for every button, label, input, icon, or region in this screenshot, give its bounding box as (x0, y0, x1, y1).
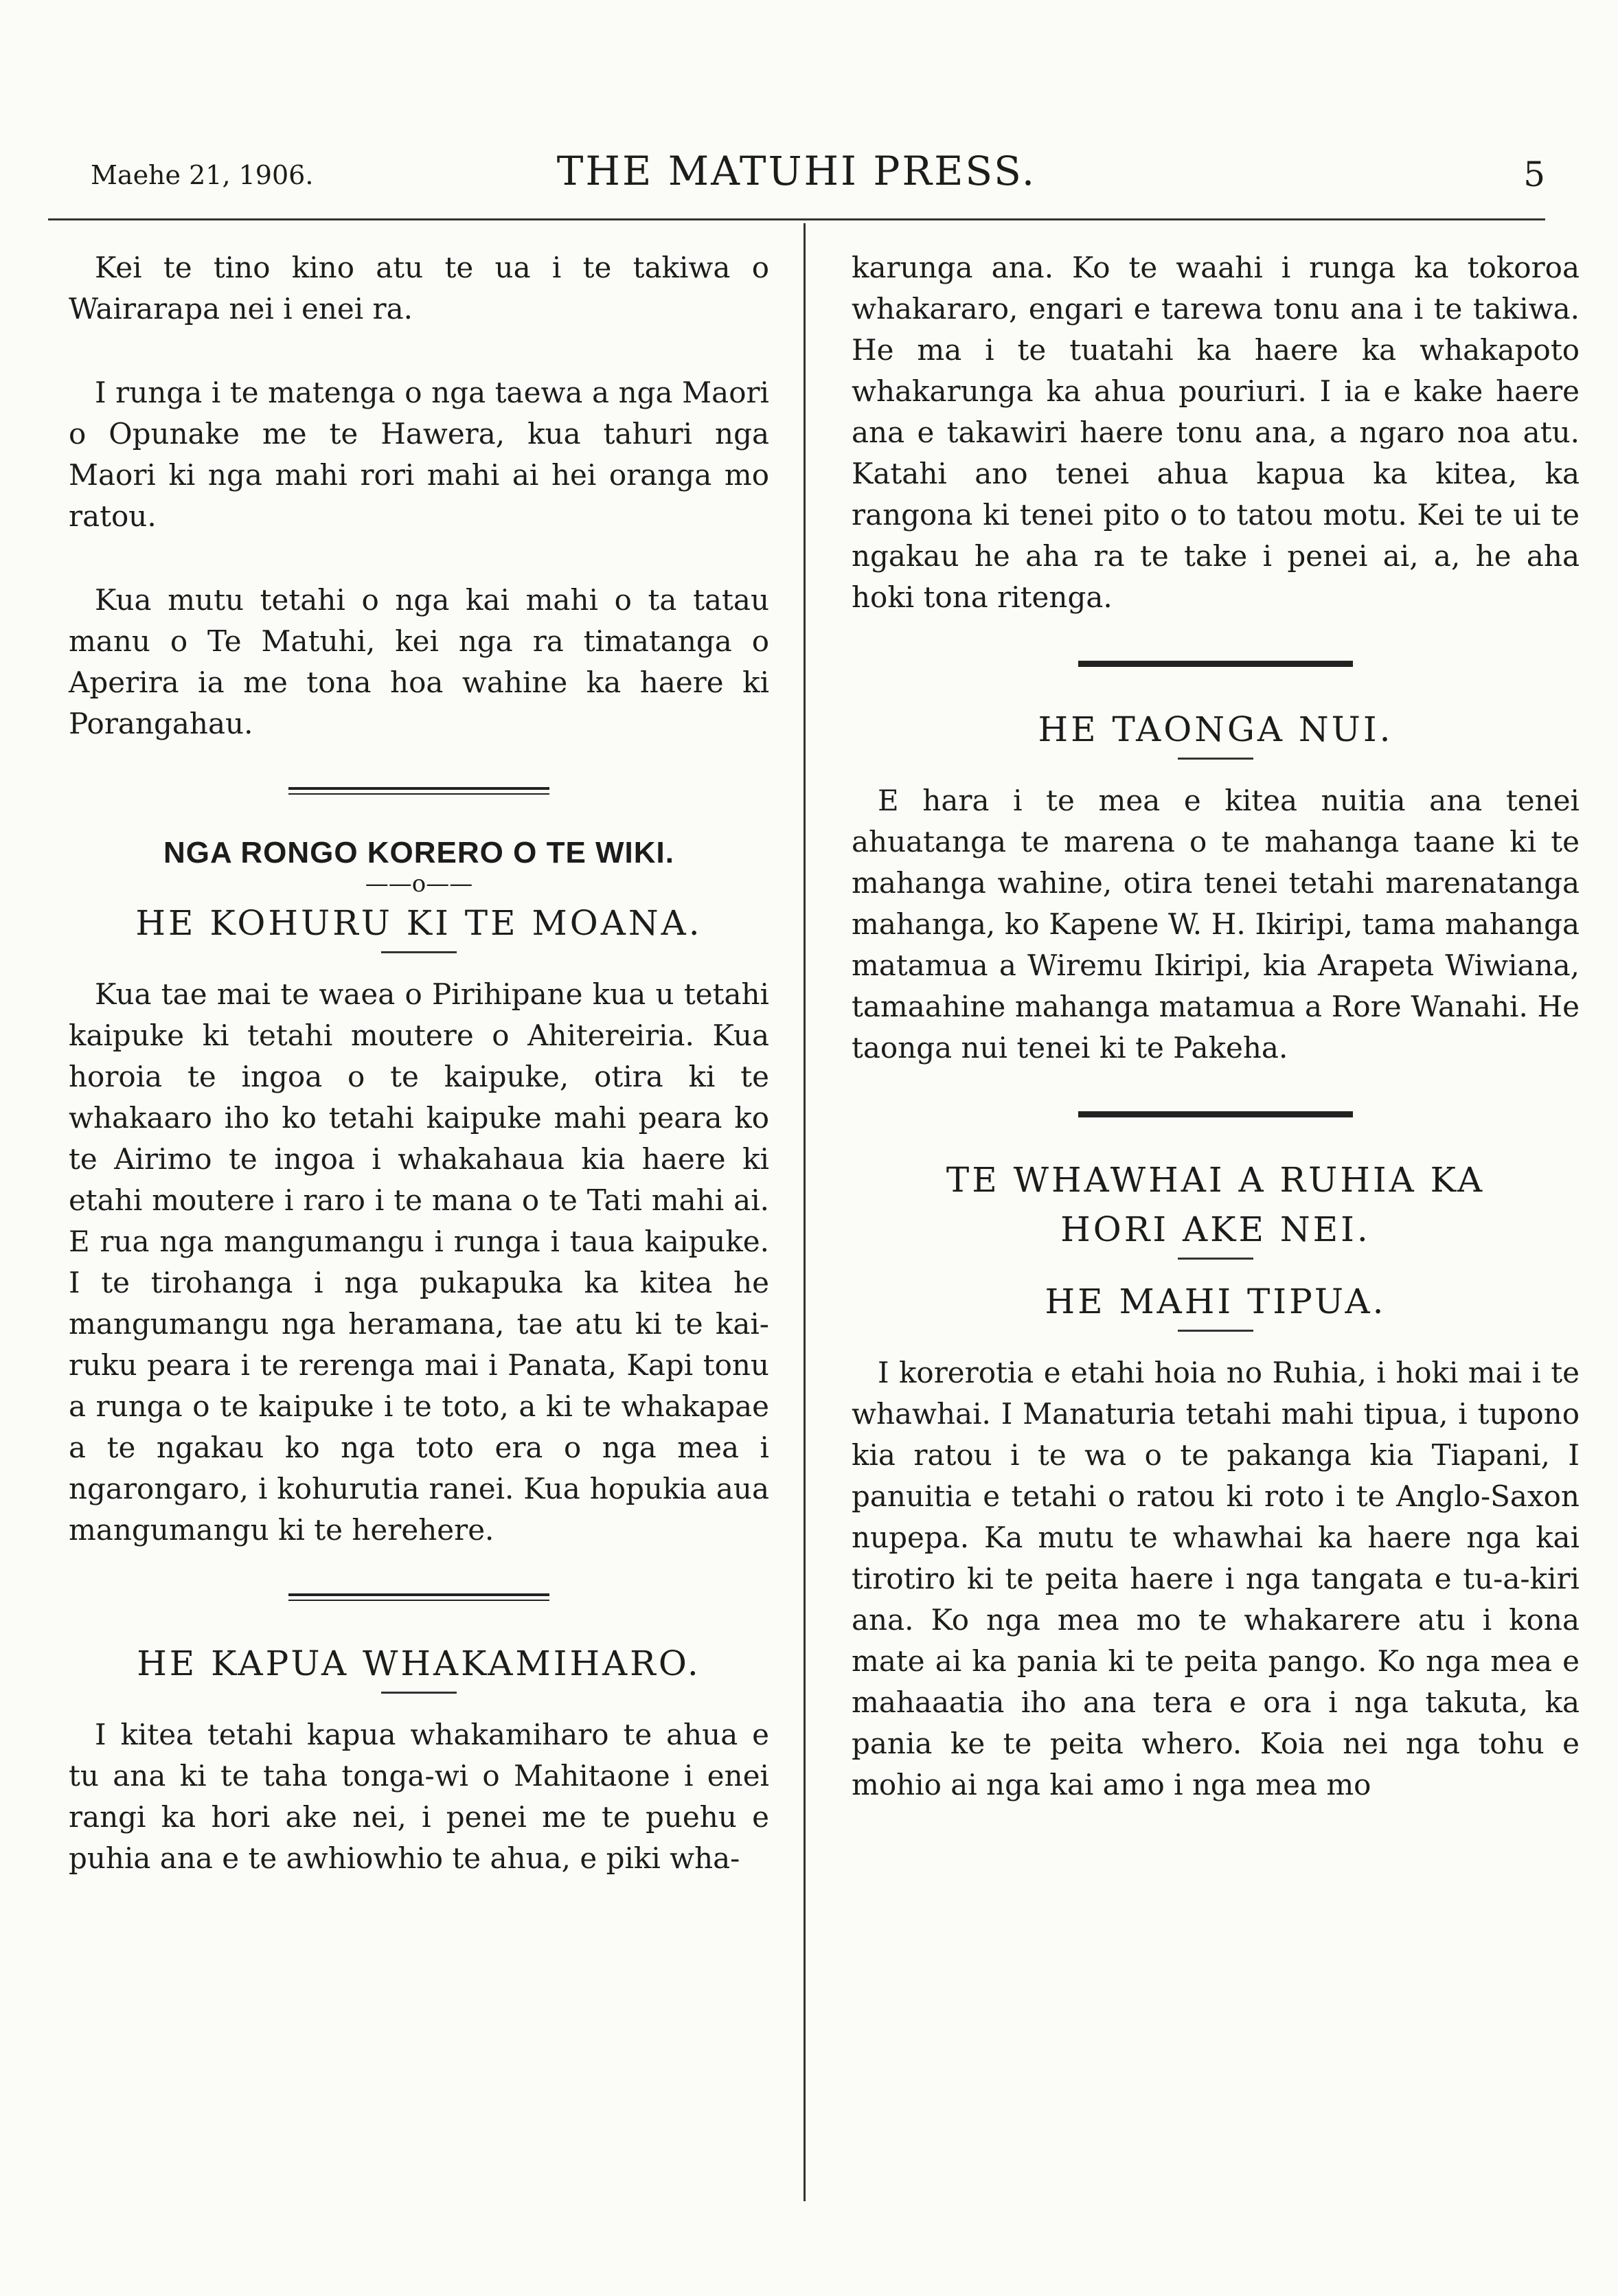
column-divider (804, 223, 806, 2201)
article-divider (1078, 661, 1353, 667)
article-title-whawhai-line2: HORI AKE NEI. (1060, 1209, 1371, 1249)
article-body-whawhai: I korerotia e etahi hoia no Ruhia, i hoki mai i te whawhai. I Manaturia tetahi mahi tipua, i tupono kia ratou i te wa o te pakanga kia Tiapani, I panuitia e tetahi o ratou ki roto i te Anglo-Saxon nupepa. Ka mutu te whawhai ka haere nga kai tirotiro ki te peita haere i nga tangata e tu-a-kiri ana. Ko nga mea mo te whakarere atu i kona mate ai ka pania ki te peita pango. Ko nga mea e mahaaatia iho ana tera e ora i nga takuta, ka pania ke te peita whero. Koia nei nga tohu e mohio ai nga kai amo i nga mea mo (852, 1356, 1580, 1801)
article-body-kapua: I kitea tetahi kapua whakamiharo te ahua e tu ana ki te taha tonga-wi o Mahitaone i enei rangi ka hori ake nei, i penei me te puehu e puhia ana e te awhiowhio te ahua, e piki wha- (69, 1718, 769, 1875)
news-item-potatoes: I runga i te matenga o nga taewa a nga Maori o Opunake me te Hawera, kua tahuri nga Maori ki nga mahi rori mahi ai hei oranga mo ratou. (69, 376, 769, 533)
article-title-kapua: HE KAPUA WHAKAMIHARO. (137, 1644, 701, 1683)
article-title-whawhai-line1: TE WHAWHAI A RUHIA KA (946, 1160, 1485, 1200)
title-rule (381, 1692, 457, 1694)
masthead-title: THE MATUHI PRESS. (556, 148, 1037, 194)
section-divider (288, 787, 549, 795)
title-rule (1178, 1258, 1253, 1260)
news-item-weather: Kei te tino kino atu te ua i te takiwa o Wairarapa nei i enei ra. (69, 251, 769, 326)
section-heading: NGA RONGO KORERO O TE WIKI. (163, 836, 675, 869)
article-divider (288, 1593, 549, 1601)
section-ornament: ——o—— (365, 870, 473, 898)
article-body-taonga: E hara i te mea e kitea nuitia ana tenei ahuatanga te marena o te mahanga taane ki te mahanga wahine, otira tenei tetahi marenatanga mahanga, ko Kapene W. H. Ikiripi, tama mahanga matamua a Wiremu Ikiripi, kia Arapeta Wiwiana, tamaahine mahanga matamua a Rore Wanahi. He taonga nui tenei ki te Pakeha. (852, 784, 1580, 1065)
article-title-kohuru: HE KOHURU KI TE MOANA. (135, 903, 703, 943)
header-rule (48, 218, 1545, 220)
article-title-taonga: HE TAONGA NUI. (1038, 709, 1393, 749)
article-subtitle-tipua: HE MAHI TIPUA. (1045, 1282, 1387, 1321)
page-header (48, 148, 1545, 203)
title-rule (1178, 758, 1253, 760)
title-rule (381, 951, 457, 953)
title-rule (1178, 1330, 1253, 1332)
left-column (69, 247, 769, 1922)
article-divider (1078, 1111, 1353, 1117)
news-item-staff: Kua mutu tetahi o nga kai mahi o ta tatau manu o Te Matuhi, kei nga ra timatanga o Aperira ia me tona hoa wahine ka haere ki Porangahau. (69, 583, 769, 740)
article-body-kohuru: Kua tae mai te waea o Pirihipane kua u tetahi kaipuke ki tetahi moutere o Ahitereiria. Kua horoia te ingoa o te kaipuke, otira ki te whakaaro iho ko tetahi kaipuke mahi peara ko te Airimo te ingoa i whakahaua kia haere ki etahi moutere i raro i te mana o te Tati mahi ai. E rua nga mangumangu i runga i taua kaipuke. I te tirohanga i nga pukapuka ka kitea he mangumangu nga heramana, tae atu ki te kai-ruku peara i te rerenga mai i Panata, Kapi tonu a runga o te kaipuke i te toto, a ki te whakapae a te ngakau ko nga toto era o nga mea i ngarongaro, i kohurutia ranei. Kua hopukia aua mangumangu ki te herehere. (69, 977, 769, 1547)
issue-date: Maehe 21, 1906. (91, 160, 314, 190)
page-number: 5 (1523, 155, 1545, 194)
article-body-kapua-continued: karunga ana. Ko te waahi i runga ka tokoroa whakararo, engari e tarewa tonu ana i te takiwa. He ma i te tuatahi ka haere ka whakapoto whakarunga ka ahua pouriuri. I ia e kake haere ana e takawiri haere tonu ana, a ngaro noa atu. Katahi ano tenei ahua kapua ka kitea, ka rangona ki tenei pito o to tatou motu. Kei te ui te ngakau he aha ra te take i penei ai, a, he aha hoki tona ritenga. (852, 251, 1580, 614)
right-column (852, 247, 1580, 1848)
